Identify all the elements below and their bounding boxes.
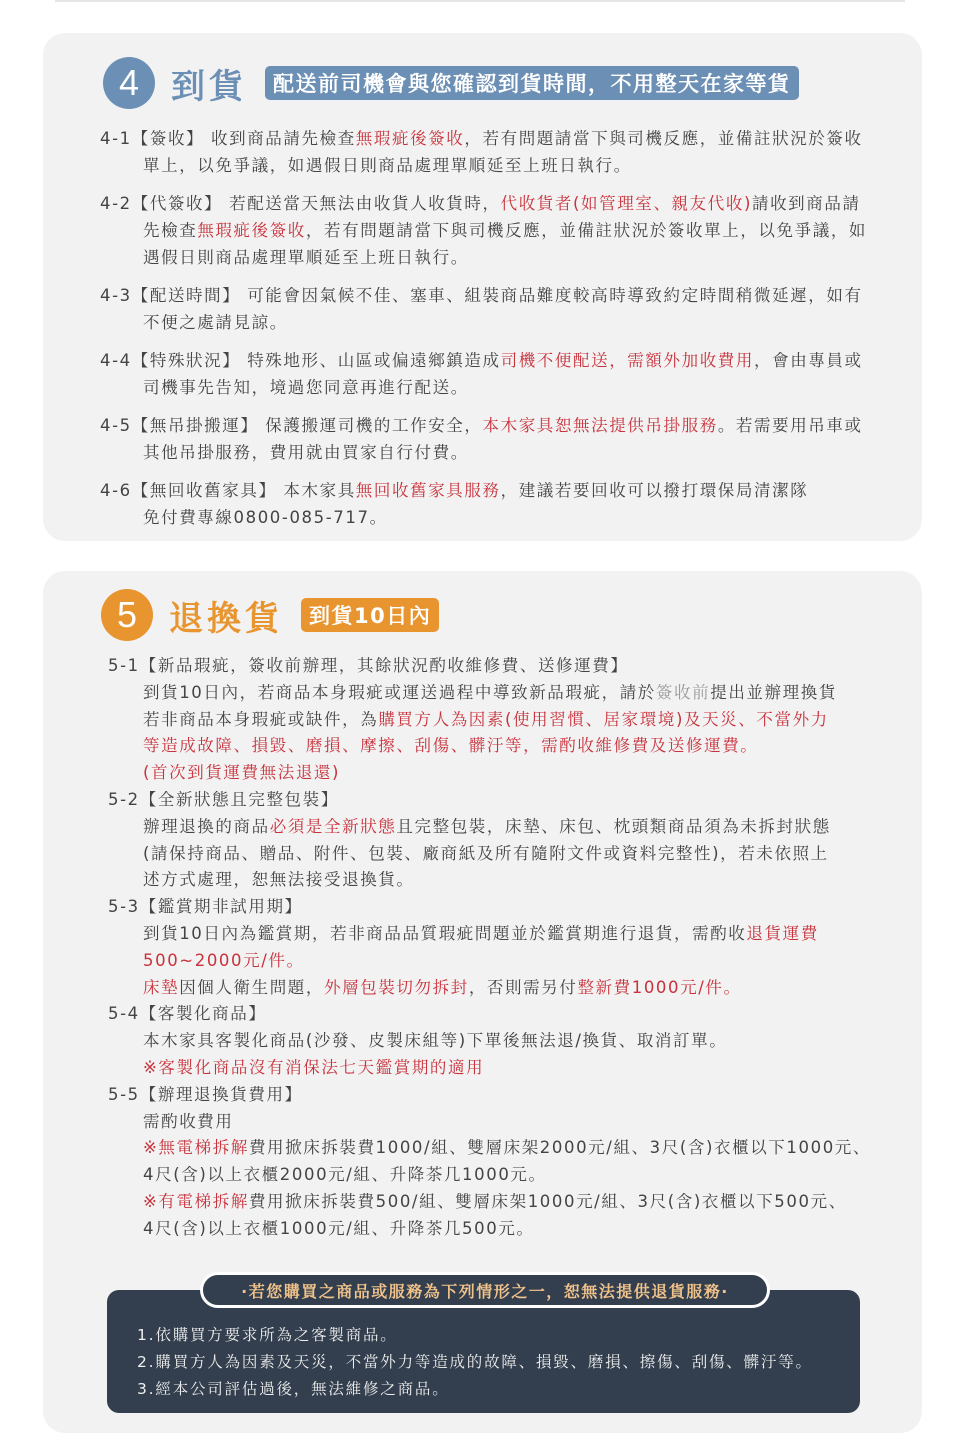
highlight-text: 本木家具恕無法提供吊掛服務 [482, 416, 718, 435]
text-line [100, 477, 867, 504]
section-title: 退換貨 [169, 598, 283, 639]
highlight-text: 購買方人為因素(使用習慣、居家環境)及天災、不當外力 [378, 709, 829, 729]
text-segment: 需酌收費用 [143, 1111, 234, 1131]
notice-title: ·若您購買之商品或服務為下列情形之一，恕無法提供退貨服務· [200, 1272, 770, 1308]
text-line [108, 921, 871, 948]
highlight-text: 等造成故障、損毀、磨損、摩擦、刮傷、髒汙等，需酌收維修費及送修運費。 [143, 736, 759, 756]
text-line [108, 760, 871, 787]
text-segment: 辦理退換的商品 [143, 816, 270, 836]
text-line [108, 1189, 871, 1216]
section-banner: 配送前司機會與您確認到貨時間，不用整天在家等貨 [265, 66, 799, 100]
text-segment: 提出並辦理換貨 [710, 682, 837, 702]
text-line [100, 439, 867, 466]
text-segment: 4尺(含)以上衣櫃1000元/組、升降茶几500元。 [143, 1218, 535, 1238]
text-line [108, 1135, 871, 1162]
text-line [108, 867, 871, 894]
highlight-text: 外層包裝切勿拆封 [324, 977, 469, 997]
text-segment: 不便之處請見諒。 [143, 313, 288, 332]
text-line [100, 244, 867, 271]
section-number-badge: 4 [103, 57, 155, 109]
notice-item: 1.依購買方要求所為之客製商品。 [137, 1326, 398, 1344]
text-line [108, 1055, 871, 1082]
divider [55, 0, 905, 2]
text-segment: 述方式處理，恕無法接受退換貨。 [143, 870, 415, 890]
text-line [108, 1028, 871, 1055]
text-segment: ，否則需另付 [468, 977, 578, 997]
text-line [108, 948, 871, 975]
section-4-header [103, 57, 799, 109]
text-segment: 且完整包裝，床墊、床包、枕頭類商品須為未拆封狀態 [396, 816, 831, 836]
text-segment: 本木家具客製化商品(沙發、皮製床組等)下單後無法退/換貨、取消訂單。 [143, 1031, 728, 1051]
text-segment: 5-5【辦理退換貨費用】 [108, 1084, 303, 1104]
rule-item [100, 477, 867, 531]
text-segment: 簽收前 [655, 682, 711, 702]
rule-item [100, 412, 867, 466]
text-line [108, 680, 871, 707]
section-5-header [101, 589, 439, 641]
text-segment: ，若有問題請當下與司機反應，並備註狀況於簽收 [464, 129, 863, 148]
section-title: 到貨 [171, 66, 247, 107]
text-segment: 到貨10日內為鑑賞期，若非商品品質瑕疵問題並於鑑賞期進行退貨，需酌收 [143, 923, 747, 943]
text-line [100, 282, 867, 309]
text-segment: 遇假日則商品處理單順延至上班日執行。 [143, 248, 469, 267]
text-line [100, 309, 867, 336]
text-segment: 4-6【無回收舊家具】 本木家具 [100, 481, 356, 500]
text-segment: 因個人衛生問題， [179, 977, 325, 997]
highlight-text: 無瑕疵後簽收 [355, 129, 465, 148]
notice-list [137, 1322, 813, 1403]
text-line [108, 1162, 871, 1189]
text-segment: 4-2【代簽收】 若配送當天無法由收貨人收貨時， [100, 194, 501, 213]
text-segment: 5-3【鑑賞期非試用期】 [108, 897, 303, 917]
highlight-text: ※無電梯拆解 [143, 1138, 249, 1158]
text-line [100, 347, 867, 374]
text-segment: ，會由專員或 [754, 351, 863, 370]
rule-item [100, 282, 867, 336]
text-segment: 到貨10日內，若商品本身瑕疵或運送過程中導致新品瑕疵，請於 [143, 682, 656, 702]
text-line [100, 217, 867, 244]
rule-item [100, 190, 867, 271]
text-segment: 4-4【特殊狀況】 特殊地形、山區或偏遠鄉鎮造成 [100, 351, 501, 370]
text-line [100, 190, 867, 217]
highlight-text: 代收貨者(如管理室、親友代收) [500, 194, 752, 213]
text-segment: ，建議若要回收可以撥打環保局清潔隊 [500, 481, 809, 500]
text-segment: 其他吊掛服務，費用就由買家自行付費。 [143, 443, 469, 462]
text-segment: 請收到商品請 [751, 194, 861, 213]
text-line [100, 152, 867, 179]
text-line [108, 1109, 871, 1136]
section-banner: 到貨10日內 [301, 598, 439, 632]
returns-rules [108, 653, 871, 1243]
highlight-text: 必須是全新狀態 [269, 816, 397, 836]
highlight-text: ※客製化商品沒有消保法七天鑑賞期的適用 [143, 1057, 485, 1077]
text-line [108, 707, 871, 734]
highlight-text: 司機不便配送，需額外加收費用 [500, 351, 755, 370]
text-line [108, 975, 871, 1002]
text-line [100, 412, 867, 439]
text-line [108, 653, 871, 680]
text-line [108, 894, 871, 921]
text-line [108, 1001, 871, 1028]
text-segment: ，若有問題請當下與司機反應，並備註狀況於簽收單上，以免爭議，如 [305, 221, 868, 240]
highlight-text: ※有電梯拆解 [143, 1191, 249, 1211]
highlight-text: 床墊 [143, 977, 180, 997]
rule-item [100, 347, 867, 401]
text-line [108, 787, 871, 814]
text-segment: 司機事先告知，境過您同意再進行配送。 [143, 378, 469, 397]
text-segment: 5-4【客製化商品】 [108, 1004, 267, 1024]
text-segment: 先檢查 [143, 221, 198, 240]
text-line [108, 733, 871, 760]
text-line [108, 1082, 871, 1109]
notice-item: 3.經本公司評估過後，無法維修之商品。 [137, 1380, 450, 1398]
rule-item [100, 125, 867, 179]
delivery-rules [100, 125, 867, 542]
text-segment: 若非商品本身瑕疵或缺件，為 [143, 709, 379, 729]
highlight-text: 整新費1000元/件。 [577, 977, 742, 997]
text-segment: 4-3【配送時間】 可能會因氣候不佳、塞車、組裝商品難度較高時導致約定時間稍微延遲，如有 [100, 286, 863, 305]
text-segment: 費用掀床拆裝費500/組、雙層床架1000元/組、3尺(含)衣櫃以下500元、 [248, 1191, 847, 1211]
text-segment: 5-2【全新狀態且完整包裝】 [108, 789, 339, 809]
text-line [100, 504, 867, 531]
text-line [100, 125, 867, 152]
highlight-text: 500~2000元/件。 [143, 950, 305, 970]
text-line [108, 841, 871, 868]
highlight-text: 無回收舊家具服務 [355, 481, 501, 500]
notice-item: 2.購買方人為因素及天災，不當外力等造成的故障、損毀、磨損、擦傷、刮傷、髒汙等。 [137, 1353, 813, 1371]
text-segment: 4-1【簽收】 收到商品請先檢查 [100, 129, 356, 148]
text-segment: 費用掀床拆裝費1000/組、雙層床架2000元/組、3尺(含)衣櫃以下1000元、 [248, 1138, 872, 1158]
highlight-text: 無瑕疵後簽收 [197, 221, 306, 240]
highlight-text: 退貨運費 [746, 923, 819, 943]
text-line [108, 814, 871, 841]
text-line [108, 1216, 871, 1243]
text-segment: 。若需要用吊車或 [717, 416, 863, 435]
text-segment: (請保持商品、贈品、附件、包裝、廠商紙及所有隨附文件或資料完整性)，若未依照上 [143, 843, 829, 863]
highlight-text: (首次到貨運費無法退還) [143, 763, 341, 783]
text-segment: 4尺(含)以上衣櫃2000元/組、升降茶几1000元。 [143, 1165, 547, 1185]
text-segment: 4-5【無吊掛搬運】 保護搬運司機的工作安全， [100, 416, 483, 435]
section-number-badge: 5 [101, 589, 153, 641]
text-line [100, 374, 867, 401]
text-segment: 單上，以免爭議，如遇假日則商品處理單順延至上班日執行。 [143, 156, 632, 175]
text-segment: 5-1【新品瑕疵，簽收前辦理，其餘狀況酌收維修費、送修運費】 [108, 656, 629, 675]
text-segment: 免付費專線0800-085-717。 [143, 508, 388, 527]
